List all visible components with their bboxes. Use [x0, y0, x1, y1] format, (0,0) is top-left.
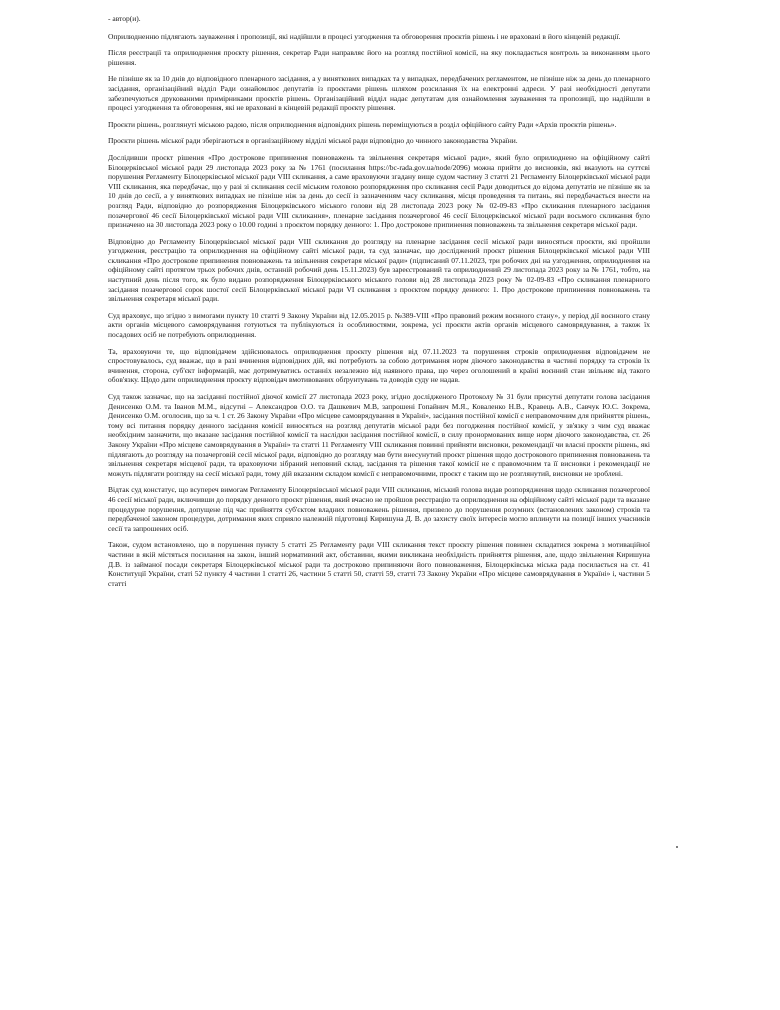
paragraph: Суд враховує, що згідно з вимогами пункту 10 статті 9 Закону України від 12.05.2015 р. №389-VIII «Про правовий режим воєнного стану», у період дії воєнного стану акти органів місцевого самоврядування готуються та публікуються із особливостями, зокрема, усі проєкти актів органів місцевого самоврядування, а також їх посадових осіб не потребують оприлюднення. — [108, 310, 650, 340]
scan-speck — [676, 846, 678, 848]
paragraph: Та, враховуючи те, що відповідачем здійснювалось оприлюднення проєкту рішення від 07.11.2023 та порушення строків оприлюднення відповідачем не спростовувалось, суд вважає, що в разі вчинення відповідних дій, які потребують за собою дотримання норм діючого законодавства в частині порядку та строків їх вчинення, сторона, суб'єкт інформацій, має дотримуватись останніх незалежно від наявного права, що через оголошений в країні воєнний стан звільняє від такого обов'язку. Щодо дати оприлюднення проєкту відповідач вмотивованих обґрунтувань та доводів суду не надав. — [108, 346, 650, 385]
document-page — [108, 14, 650, 595]
paragraph: Оприлюдненню підлягають зауваження і пропозиції, які надійшли в процесі узгодження та обговорення проєктів рішень і не враховані в його кінцевій редакції. — [108, 31, 621, 41]
paragraph: Суд також зазначає, що на засіданні постійної діючої комісії 27 листопада 2023 року, згідно дослідженого Протоколу № 31 були присутні депутати голова засідання Денисенко О.М. та Іванов М.М., відсутні – Александров О.О. та Дашкевич М.В, запрошені Гопайнич М.Я., Коваленко Н.В., Кравець А.В., Савчук Ю.С. Зокрема, Денисенко О.М. оголосив, що за ч. 1 ст. 26 Закону України «Про місцеве самоврядування в Україні», засідання постійної комісії є неправомочним для прийняття рішень, тому всі питання порядку денного засідання комісії виносяться на розгляд депутатів міської ради без погодження постійної комісії, у зв'язку з чим суд вважає необхідним зазначити, що вказане засідання постійної комісії та наслідки засідання постійної комісії, в силу пронормованих вище норм діючого законодавства, ст. 26 Закону України «Про місцеве самоврядування в Україні» та статті 11 Регламенту VIII скликання повинні прийняти висновки, рекомендації чи власні проєкти рішень, які підлягають до розгляду на позачерговій сесії міської ради, відповідно до розгляду мав бути внесунутий проєкт рішення щодо дострокового припинення повноважень та звільнення секретаря місцевої ради, та враховуючи зібраний неповний склад, засідання та рішення такої комісії не є правомочним та її висновки і рекомендації не можуть підлягати розгляду на сесії міської ради, тому дій вказаним складом комісії є неправомочними, проєкт є таким що не розглянутий, висновки не зроблені. — [108, 392, 650, 478]
paragraph: Проєкти рішень міської ради зберігаються в організаційному відділі міської ради відповідно до чинного законодавства України. — [108, 136, 518, 146]
paragraph: Проєкти рішень, розглянуті міською радою, після оприлюднення відповідних рішень переміщуються в розділ офіційного сайту Ради «Архів проєктів рішень». — [108, 119, 617, 129]
paragraph: Відповідно до Регламенту Білоцерківської міської ради VIII скликання до розгляду на пленарне засідання сесії міської ради виносяться проєкти, які пройшли узгодження, реєстрацію та оприлюднення на офіційному сайті міської ради, та суд зазначає, що досліджений проєкт рішення Білоцерківської міської ради VIII скликання «Про дострокове припинення повноважень та звільнення секретаря міської ради» (підписаний 07.11.2023, три робочих дні на узгодження, оприлюднення на офіційному сайті протягом трьох робочих днів, останній робочий день 15.11.2023) був зареєстрований та оприлюднений 29 листопада 2023 року за № 1761, тобто, на наступний день після того, як було видано розпорядження Білоцерківського міського голови від 28 листопада 2023 року № 02-09-83 «Про скликання пленарного засідання позачергової сорок шостої сесії Білоцерківської міської ради VI скликання з проєктом порядку денного: 1. Про дострокове припинення повноважень та звільнення секретаря міської ради. — [108, 236, 650, 304]
paragraph: - автор(и). — [108, 14, 141, 23]
paragraph: Не пізніше як за 10 днів до відповідного пленарного засідання, а у виняткових випадках та у випадках, передбачених регламентом, не пізніше ніж за день до пленарного засідання, організаційний відділ Ради ознайомлює депутатів із проєктами рішень шляхом розсилання їх на електронні адреси. У разі необхідності депутати забезпечуються друкованими примірниками проєктів рішень. Організаційний відділ надає депутатам для ознайомлення зауваження та пропозиції, що надійшли в процесі узгодження та обговорення, які не враховані в кінцевій редакції проєкту рішення. — [108, 74, 650, 113]
paragraph: Дослідивши проєкт рішення «Про дострокове припинення повноважень та звільнення секретаря міської ради», який було оприлюднено на офіційному сайті Білоцерківської міської ради 29 листопада 2023 року за № 1761 (посилання https://bc-rada.gov.ua/node/2096) можна прийти до висновків, які вказують на суттєві порушення Регламенту Білоцерківської міської ради VIII скликання, а саме враховуючи згадану вище судом частину 3 статті 21 Регламенту Білоцерківської міської ради VIII скликання, яка передбачає, що у разі зі скликання сесії міським головою розпорядження про скликання сесії Ради доводиться до відома депутатів не пізніше як за 10 днів до сесії, а у виняткових випадках не пізніше ніж за день до сесії із зазначенням часу скликання, місця проведення та питань, які передбачається внести на розгляд Ради, відповідно до розпорядження Білоцерківського міського голови від 28 листопада 2023 року № 02-09-83 «Про скликання пленарного засідання позачергової 46 сесії Білоцерківської міської ради VIII скликання», пленарне засідання позачергової 46 сесії Білоцерківської міської ради восьмого скликання було призначено на 30 листопада 2023 року о 10.00 годині з проєктом порядку денного: 1. Про дострокове припинення повноважень та звільнення секретаря міської ради. — [108, 152, 650, 230]
paragraph: Після реєстрації та оприлюднення проєкту рішення, секретар Ради направляє його на розгляд постійної комісії, на яку покладається контроль за виконанням цього рішення. — [108, 48, 650, 67]
paragraph: Також, судом встановлено, що в порушення пункту 5 статті 25 Регламенту ради VIII скликання текст проєкту рішення повинен складатися зокрема з мотиваційної частини в якій містяться посилання на закон, інший нормативний акт, обставини, якими викликана необхідність прийняття рішення, але, щодо звільнення Киришуна Д.В. із займаної посади секретаря Білоцерківської міської ради та достроково припиняючи його повноваження, Білоцерківська міська рада посилається на ст. 41 Конституції України, статі 52 пункту 4 частини 1 статті 26, частини 5 статті 50, статті 59, статті 73 Закону України «Про місцеве самоврядування в Україні» і, частини 5 статті — [108, 540, 650, 588]
paragraph: Відтак суд констатує, що всупереч вимогам Регламенту Білоцерківської міської ради VIII скликання, міський голова видав розпорядження щодо скликання позачергової 46 сесії міської ради, включивши до порядку денного проєкт рішення, який вчасно не пройшов реєстрацію та оприлюднення на офіційному сайті міської ради та вказане процедурне порушення, допущене під час прийняття суб'єктом владних повноважень рішення, призвело до порушення розумних (встановлених законом) строків та передбаченої законом процедури, дотримання яких сприяло належній підготовці Киришуна Д. В. до захисту своїх інтересів могло вплинути на позиції інших учасників сесії та запрошених осіб. — [108, 485, 650, 533]
